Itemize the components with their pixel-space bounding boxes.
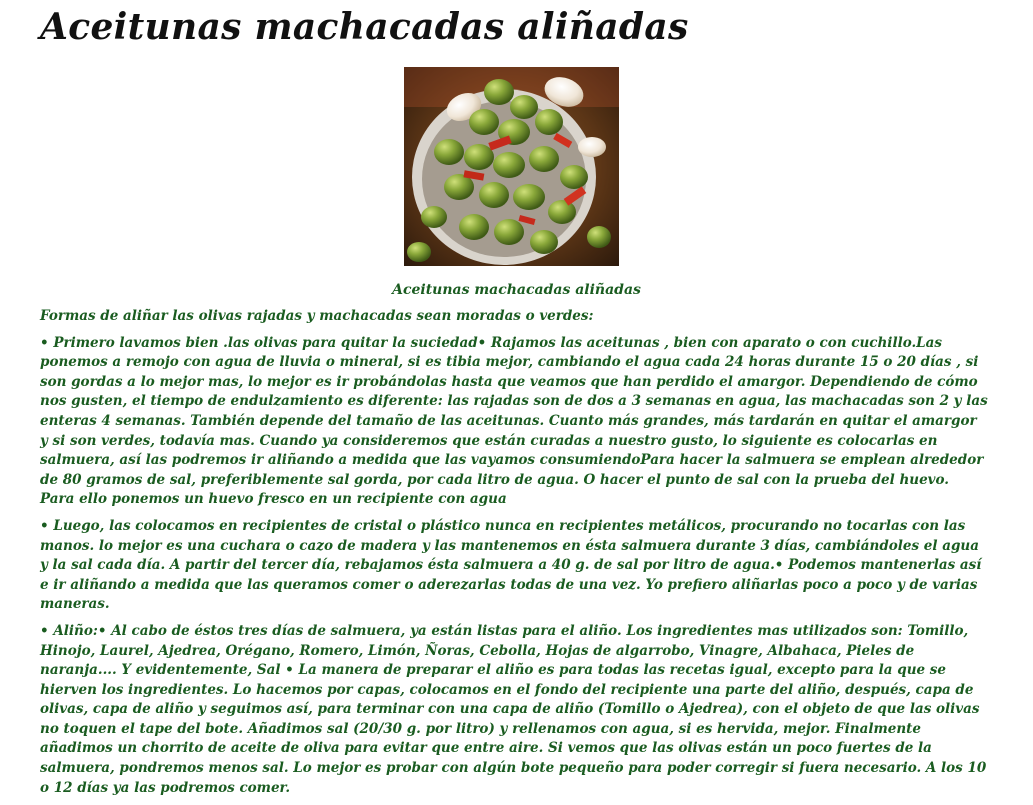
body-paragraph: • Primero lavamos bien .las olivas para quitar la suciedad• Rajamos las aceitunas , bien con aparato o con cuchillo.Las ponemos a remojo con agua de lluvia o mineral, si es tibia mejor, cambiando el agua cada 24 horas durante 15 o 20 días , si son gordas a lo mejor mas, lo mejor es ir probándolas hasta que veamos que han perdido el amargor. Dependiendo de cómo nos gusten, el tiempo de endulzamiento es diferente: las rajadas son de dos a 3 semanas en agua, las machacadas son 2 y las enteras 4 semanas. También depende del tamaño de las aceitunas. Cuanto más grandes, más tardarán en quitar el amargor y si son verdes, todavía mas. Cuando ya consideremos que están curadas a nuestro gusto, lo siguiente es colocarlas en salmuera, así las podremos ir aliñando a medida que las vayamos consumiendoPara hacer la salmuera se emplean alrededor de 80 gramos de sal, preferiblemente sal gorda, por cada litro de agua. O hacer el punto de sal con la prueba del huevo. Para ello ponemos un huevo fresco en un recipiente con agua xyxy=(40,334,988,508)
page-title: Aceitunas machacadas aliñadas xyxy=(40,6,689,48)
body-paragraph: • Aliño:• Al cabo de éstos tres días de salmuera, ya están listas para el aliño. Los ingredientes mas utilizados son: Tomillo, Hinojo, Laurel, Ajedrea, Orégano, Romero, Limón, Ñoras, Cebolla, Hojas de algarrobo, Vinagre, Albahaca, Pieles de naranja.... Y evidentemente, Sal • La manera de preparar el aliño es para todas las recetas igual, excepto para la que se hierven los ingredientes. Lo hacemos por capas, colocamos en el fondo del recipiente una parte del aliño, después, capa de olivas, capa de aliño y seguimos así, para terminar con una capa de aliño (Tomillo o Ajedrea), con el objeto de que las olivas no toquen el tape del bote. Añadimos sal (20/30 g. por litro) y rellenamos con agua, si es hervida, mejor. Finalmente añadimos un chorrito de aceite de oliva para evitar que entre aire. Si vemos que las olivas están un poco fuertes de la salmuera, pondremos menos sal. Lo mejor es probar con algún bote pequeño para poder corregir si fuera necesario. A los 10 o 12 días ya las podremos comer. xyxy=(40,622,987,796)
article-body xyxy=(40,307,988,805)
intro-paragraph: Formas de aliñar las olivas rajadas y machacadas sean moradas o verdes: xyxy=(40,308,594,324)
image-caption: Aceitunas machacadas aliñadas xyxy=(392,282,641,298)
olives-photo xyxy=(404,67,619,266)
body-paragraph: • Luego, las colocamos en recipientes de cristal o plástico nunca en recipientes metálicos, procurando no tocarlas con las manos. lo mejor es una cuchara o cazo de madera y las mantenemos en ésta salmuera durante 3 días, cambiándoles el agua y la sal cada día. A partir del tercer día, rebajamos ésta salmuera a 40 g. de sal por litro de agua.• Podemos mantenerlas así e ir aliñando a medida que las queramos comer o aderezarlas todas de una vez. Yo prefiero aliñarlas poco a poco y de varias maneras. xyxy=(40,517,982,613)
